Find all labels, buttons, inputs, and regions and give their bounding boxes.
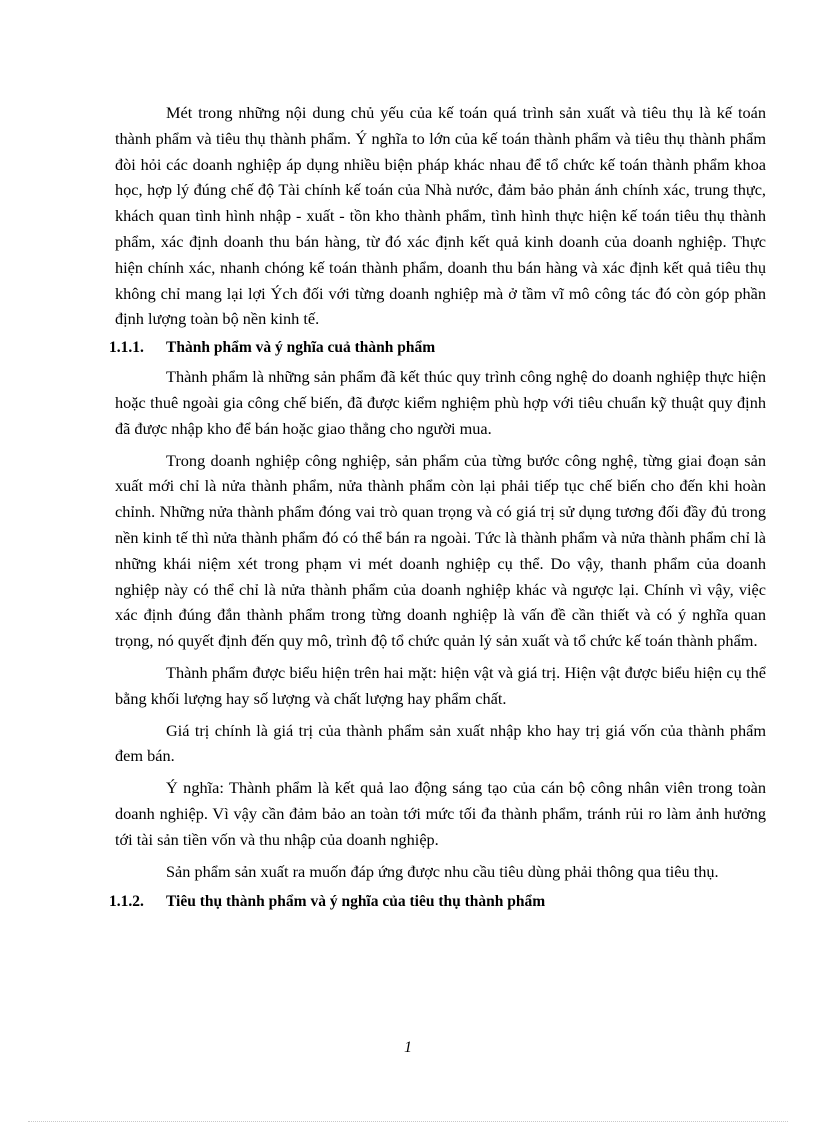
section-number: 1.1.2.: [109, 893, 144, 911]
section-title: Thành phẩm và ý nghĩa cuả thành phẩm: [166, 339, 436, 357]
body-paragraph: Sản phẩm sản xuất ra muốn đáp ứng được nhu cầu tiêu dùng phải thông qua tiêu thụ.: [166, 861, 719, 881]
body-paragraph: Trong doanh nghiệp công nghiệp, sản phẩm của từng bước công nghệ, từng giai đoạn sản xuất mới chỉ là nửa thành phẩm, nửa thành phẩm còn lại phải tiếp tục chế biến cho đến khi hoàn chỉnh. Những nửa thành phẩm đóng vai trò quan trọng và có giá trị sử dụng tương đối đầy đủ trong nền kinh tế thì nửa thành phẩm đó có thể bán ra ngoài. Tức là thành phẩm và nửa thành phẩm chỉ là những khái niệm xét trong phạm vi mét doanh nghiệp cụ thể. Do vậy, thanh phẩm của doanh nghiệp này có thể chỉ là nửa thành phẩm của doanh nghiệp khác và ngược lại. Chính vì vậy, việc xác định đúng đắn thành phẩm trong từng doanh nghiệp là vấn đề cần thiết và có ý nghĩa quan trọng, nó quyết định đến quy mô, trình độ tổ chức quản lý sản xuất và tổ chức kế toán thành phẩm.: [115, 450, 766, 651]
section-heading-1-1-1: [109, 336, 766, 360]
body-paragraph: Ý nghĩa: Thành phẩm là kết quả lao động sáng tạo của cán bộ công nhân viên trong toàn doanh nghiệp. Vì vậy cần đảm bảo an toàn tới mức tối đa thành phẩm, tránh rủi ro làm ảnh hưởng tới tài sản tiền vốn và thu nhập của doanh nghiệp.: [115, 778, 766, 849]
body-paragraph: Thành phẩm được biểu hiện trên hai mặt: hiện vật và giá trị. Hiện vật được biểu hiện cụ thể bằng khối lượng hay số lượng và chất lượng hay phẩm chất.: [115, 662, 766, 708]
body-paragraph: Thành phẩm là những sản phẩm đã kết thúc quy trình công nghệ do doanh nghiệp thực hiện hoặc thuê ngoài gia công chế biến, đã được kiểm nghiệm phù hợp với tiêu chuẩn kỹ thuật quy định đã được nhập kho để bán hoặc giao thẳng cho người mua.: [115, 367, 766, 438]
body-paragraph: Giá trị chính là giá trị của thành phẩm sản xuất nhập kho hay trị giá vốn của thành phẩm đem bán.: [115, 720, 766, 766]
page-number: 1: [404, 1039, 412, 1056]
page-bottom-divider: [28, 1121, 788, 1122]
section-number: 1.1.1.: [109, 339, 144, 357]
intro-paragraph: Mét trong những nội dung chủ yếu của kế toán quá trình sản xuất và tiêu thụ là kế toán thành phẩm và tiêu thụ thành phẩm. Ý nghĩa to lớn của kế toán thành phẩm và tiêu thụ thành phẩm đòi hỏi các doanh nghiệp áp dụng nhiều biện pháp khác nhau để tổ chức kế toán thành phẩm khoa học, hợp lý đúng chế độ Tài chính kế toán của Nhà nước, đảm bảo phản ánh chính xác, trung thực, khách quan tình hình nhập - xuất - tồn kho thành phẩm, tình hình thực hiện kế toán tiêu thụ thành phẩm, xác định doanh thu bán hàng, từ đó xác định kết quả kinh doanh của doanh nghiệp. Thực hiện chính xác, nhanh chóng kế toán thành phẩm, doanh thu bán hàng và xác định kết quả tiêu thụ không chỉ mang lại lợi Ých đối với từng doanh nghiệp mà ở tầm vĩ mô công tác đó còn góp phần định lượng toàn bộ nền kinh tế.: [115, 103, 766, 329]
section-title: Tiêu thụ thành phẩm và ý nghĩa của tiêu thụ thành phẩm: [166, 893, 546, 911]
page-body: [109, 100, 766, 918]
section-heading-1-1-2: [109, 890, 766, 914]
